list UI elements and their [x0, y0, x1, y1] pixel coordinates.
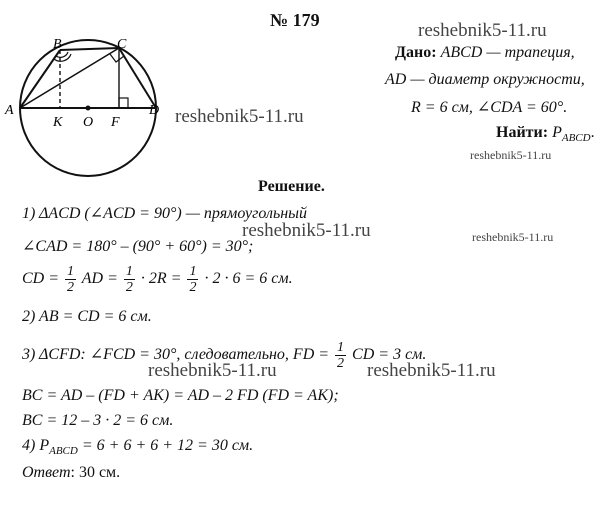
center-O [86, 106, 91, 111]
solution-line-4: 2) AB = CD = 6 см. [22, 308, 152, 325]
perimeter-calc: = 6 + 6 + 6 + 12 = 30 см. [77, 437, 254, 454]
result-cd: · 2 · 6 = 6 см. [204, 270, 293, 288]
watermark-top-right: reshebnik5-11.ru [418, 20, 547, 41]
find-label: Найти: [496, 124, 549, 141]
watermark-bottom-left: reshebnik5-11.ru [148, 360, 277, 381]
cd-eq: CD = [22, 270, 60, 288]
ad-eq: AD = [81, 270, 118, 288]
given-line-2: AD — диаметр окружности, [385, 71, 585, 88]
label-B: B [53, 38, 62, 52]
cfd-text: 3) ΔCFD: ∠FCD = 30°, следовательно, FD = [22, 346, 330, 364]
given-line-1 [395, 44, 575, 62]
answer-label: Ответ [22, 464, 71, 481]
fd-result: CD = 3 см. [352, 346, 427, 364]
label-O: O [83, 115, 94, 130]
label-C: C [117, 38, 127, 52]
watermark-center: reshebnik5-11.ru [242, 220, 371, 241]
watermark-middle: reshebnik5-11.ru [175, 106, 304, 127]
solution-line-8 [22, 437, 253, 457]
label-F: F [111, 115, 120, 130]
label-K: K [53, 115, 63, 130]
fraction-half-3: $\frac{1}{2}$ [189, 264, 197, 295]
fraction-half-4: $\frac{1}{2}$ [337, 340, 345, 371]
find-end: . [590, 124, 595, 141]
side-CD [119, 48, 156, 108]
problem-number: № 179 [270, 10, 320, 30]
given-text-1: ABCD — трапеция, [440, 44, 575, 61]
label-D: D [149, 103, 160, 118]
fraction-half-1: $\frac{1}{2}$ [67, 264, 75, 295]
solution-line-2: ∠CAD = 180° – (90° + 60°) = 30°; [22, 238, 254, 255]
find-value: P [552, 124, 562, 141]
perimeter-sub: ABCD [49, 445, 78, 458]
right-angle-C [110, 54, 124, 62]
watermark-small-1: reshebnik5-11.ru [470, 148, 552, 162]
solution-line-1: 1) ΔACD (∠ACD = 90°) — прямоугольный [22, 205, 308, 222]
find-line [496, 124, 595, 144]
given-line-3: R = 6 см, ∠CDA = 60°. [411, 99, 568, 116]
label-A: A [5, 103, 14, 118]
solution-line-6: BC = AD – (FD + AK) = AD – 2 FD (FD = AK); [22, 387, 339, 404]
watermark-small-2: reshebnik5-11.ru [472, 230, 554, 244]
answer-line [22, 464, 120, 482]
watermark-bottom-right: reshebnik5-11.ru [367, 360, 496, 381]
perimeter-label: 4) P [22, 437, 50, 454]
find-sub: ABCD [561, 132, 591, 145]
geometry-figure [0, 38, 175, 208]
given-label: Дано: [395, 44, 437, 61]
right-angle-F [119, 98, 128, 108]
base-BC [60, 48, 119, 50]
solution-line-3 [22, 264, 293, 295]
fraction-half-2: $\frac{1}{2}$ [125, 264, 133, 295]
answer-value: : 30 см. [70, 464, 121, 481]
solution-heading: Решение. [258, 178, 325, 195]
solution-line-7: BC = 12 – 3 · 2 = 6 см. [22, 412, 174, 429]
two-r-eq: · 2R = [140, 270, 182, 288]
